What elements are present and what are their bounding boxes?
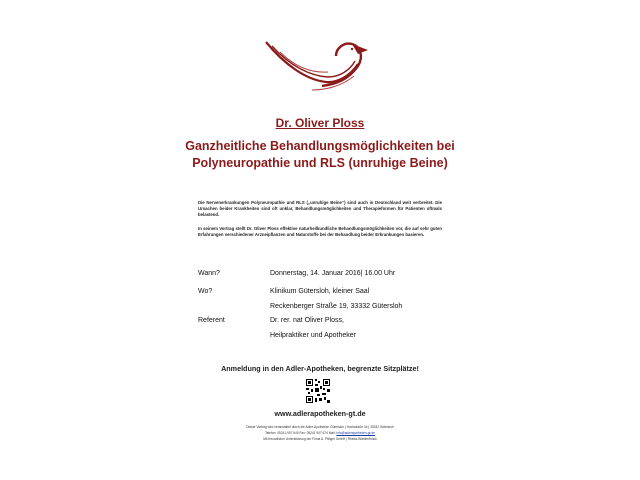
lecture-paragraph: In seinem Vortrag stellt Dr. Oliver Ploss effektive naturheilkundliche Behandlungsmöglichkeiten vor, die auf sehr guten Erfahrungen verschiedener Arzneipflanzen und Naturstoffe bei der Behandlung beider Erkrankungen basieren. <box>198 226 442 237</box>
when-value: Donnerstag, 14. Januar 2016| 16.00 Uhr <box>270 270 396 277</box>
when-label: Wann? <box>198 270 220 277</box>
footer-line-contact <box>0 431 640 435</box>
registration-note: Anmeldung in den Adler-Apotheken, begrenzte Sitzplätze! <box>221 364 419 373</box>
referent-label: Referent <box>198 317 225 324</box>
website-link[interactable]: www.adlerapotheken-gt.de <box>274 409 366 418</box>
intro-paragraph: Die Nervenerkrankungen Polyneuropathie und RLS („unruhige Beine“) sind auch in Deutschland weit verbreitet. Die Ursachen beider Krankheiten sind oft unklar, Behandlungsmöglichkeiten und Therapieformen für Patienten oftmals belastend. <box>198 200 442 217</box>
where-value-address: Reckenberger Straße 19, 33332 Gütersloh <box>270 303 403 310</box>
referent-value-title: Heilpraktiker und Apotheker <box>270 332 356 339</box>
referent-value-name: Dr. rer. nat Oliver Ploss, <box>270 317 344 324</box>
eagle-logo-icon <box>262 36 374 92</box>
where-value-venue: Klinikum Gütersloh, kleiner Saal <box>270 288 370 295</box>
where-label: Wo? <box>198 288 213 295</box>
qr-code-icon <box>305 378 331 404</box>
event-title: Ganzheitliche Behandlungsmöglichkeiten bei Polyneuropathie und RLS (unruhige Beine) <box>185 139 455 170</box>
footer-line-sponsor: Mit freundlicher Unterstützung der Firma A. Pflüger GmbH | Rheda-Wiedenbrück <box>263 437 377 441</box>
speaker-name: Dr. Oliver Ploss <box>275 116 365 130</box>
footer-line-organizer: Dieser Vortrag wird veranstaltet durch die Adler-Apotheken Gütersloh | Hochstraße 44 | 33332 Gütersloh <box>246 425 394 429</box>
footer-email-link[interactable]: info@adlerapotheken-gt.de <box>336 431 375 435</box>
footer-contact-text: Telefon: 05241-907 640 Fax: 05241 907 674 Mail: <box>265 431 337 435</box>
